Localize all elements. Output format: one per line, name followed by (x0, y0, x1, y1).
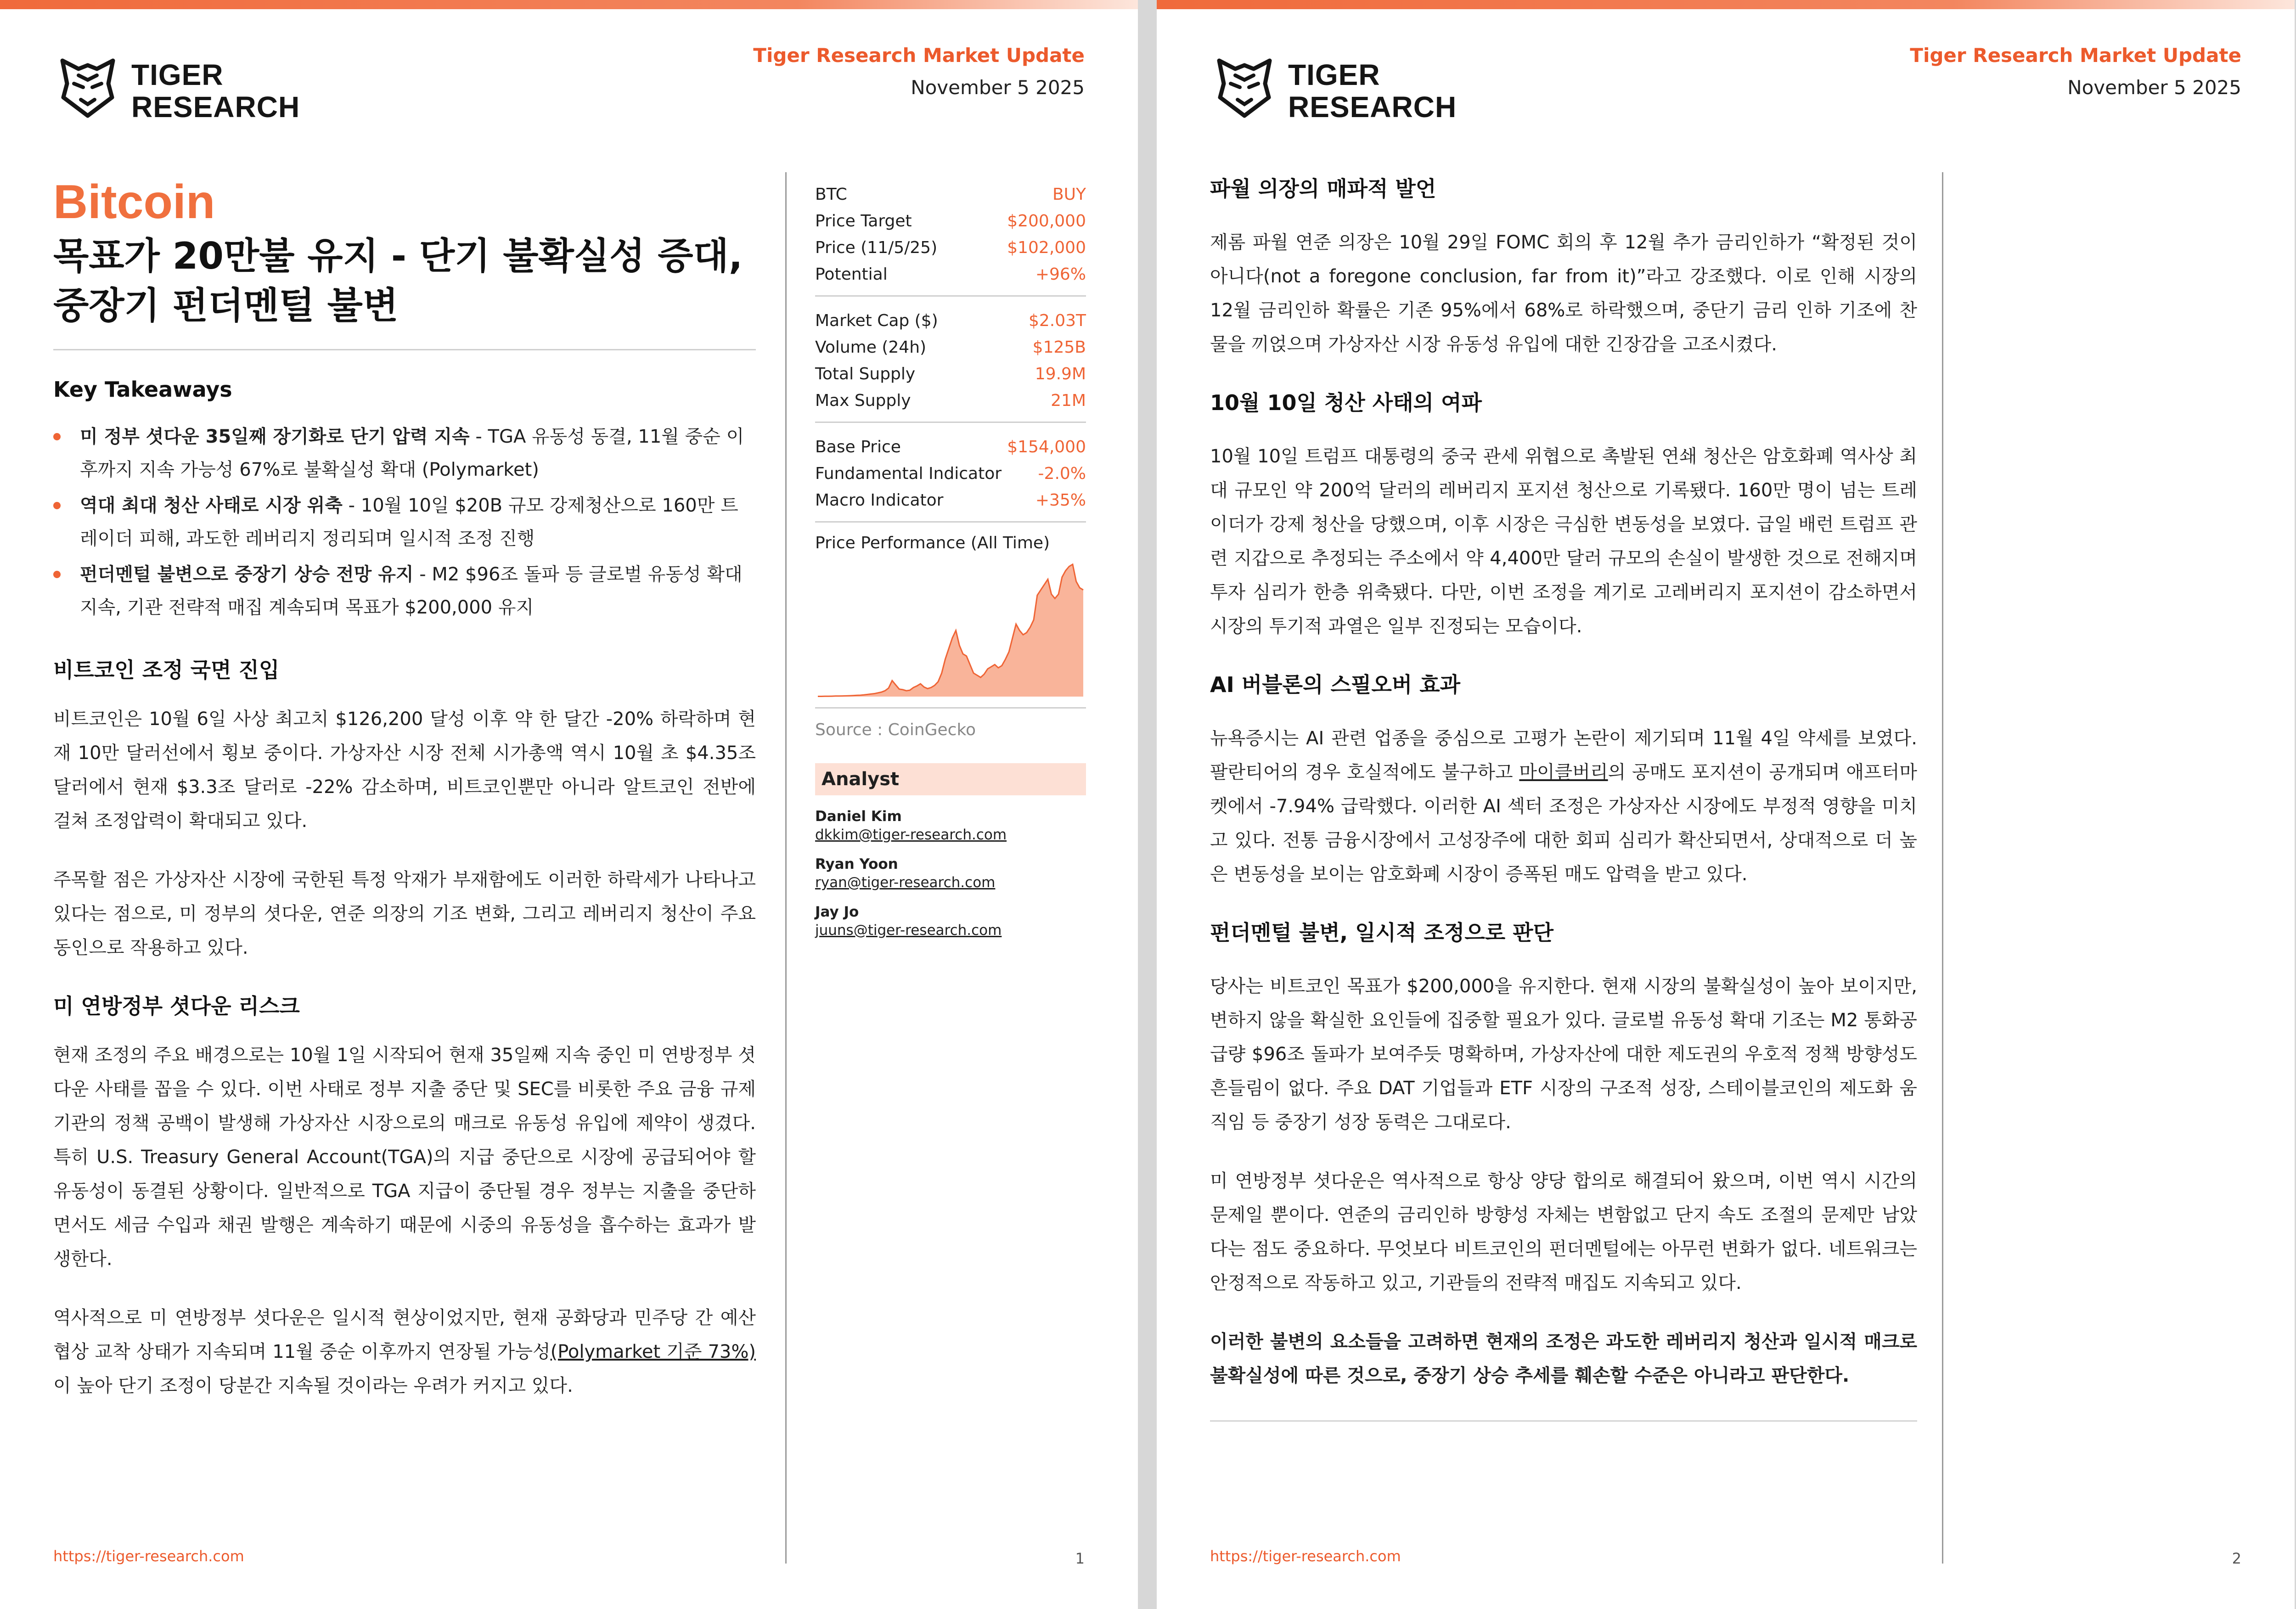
analyst-name: Jay Jo (815, 904, 859, 920)
sidebar-row (815, 361, 1086, 388)
paragraph-text: 의 공매도 포지션이 공개되며 애프터마켓에서 -7.94% 급락했다. 이러한 AI 섹터 조정은 가상자산 시장에도 부정적 영향을 미치고 있다. 전통 금융시장에서 고성장주에 대한 회피 심리가 확산되면서, 상대적으로 더 높은 변동성을 보이는 암호화폐 시장이 증폭된 매도 압력을 받고 있다. (1210, 762, 1917, 885)
column-divider (785, 172, 787, 1564)
logo-text-line2: RESEARCH (1288, 90, 1457, 124)
paragraph: 미 연방정부 셧다운은 역사적으로 항상 양당 합의로 해결되어 왔으며, 이번 역시 시간의 문제일 뿐이다. 연준의 금리인하 방향성 자체는 변함없고 단지 속도 조절의 문제만 남았다는 점도 중요하다. 무엇보다 비트코인의 펀더멘털에는 아무런 변화가 없다. 네트워크는 안정적으로 작동하고 있고, 기관들의 전략적 매집도 지속되고 있다. (1210, 1170, 1917, 1294)
row-label: Market Cap ($) (815, 311, 938, 330)
main-column (53, 174, 756, 1428)
paragraph-text: 뉴욕증시는 AI 관련 업종을 중심으로 고평가 논란이 제기되며 11월 4일 약세를 보였다. 팔란티어의 경우 호실적에도 불구하고 (1210, 728, 1917, 783)
section-title: 펀더멘털 불변, 일시적 조정으로 판단 (1210, 920, 1554, 945)
price-performance-chart (815, 562, 1086, 699)
row-label: BTC (815, 185, 847, 204)
row-value: $2.03T (1028, 311, 1086, 330)
section-title: 파월 의장의 매파적 발언 (1210, 176, 1436, 201)
logo-text-line1: TIGER (131, 58, 224, 91)
footer-url[interactable]: https://tiger-research.com (53, 1547, 244, 1565)
takeaway-item (53, 489, 756, 555)
sidebar-row (815, 181, 1086, 208)
row-label: Volume (24h) (815, 338, 927, 357)
analyst-email[interactable]: ryan@tiger-research.com (815, 874, 996, 891)
divider (815, 521, 1086, 523)
row-label: Max Supply (815, 391, 911, 410)
chart-area (818, 564, 1083, 697)
report-series-title: Tiger Research Market Update (753, 44, 1085, 67)
report-date: November 5 2025 (2067, 76, 2241, 99)
row-value: +96% (1035, 265, 1086, 284)
main-column (1210, 172, 1917, 1422)
footer-url[interactable]: https://tiger-research.com (1210, 1547, 1401, 1565)
michael-burry-link[interactable]: 마이클버리 (1519, 762, 1608, 783)
row-value: $102,000 (1007, 238, 1086, 257)
sidebar-row (815, 334, 1086, 361)
row-value: $200,000 (1007, 212, 1086, 231)
analyst-header: Analyst (815, 763, 1086, 795)
polymarket-link[interactable]: (Polymarket 기준 73%) (550, 1341, 756, 1362)
sidebar-row (815, 261, 1086, 288)
row-label: Price Target (815, 212, 912, 231)
takeaway-bold: 펀더멘털 불변으로 중장기 상승 전망 유지 (80, 564, 414, 585)
analyst-email[interactable]: dkkim@tiger-research.com (815, 827, 1007, 843)
row-value: $125B (1032, 338, 1086, 357)
page-number: 2 (2232, 1550, 2241, 1567)
sidebar-row (815, 235, 1086, 261)
takeaway-text: - M2 $96조 돌파 등 글로벌 유동성 확대 지속, 기관 전략적 매집 계속되며 목표가 $200,000 유지 (80, 564, 743, 618)
row-value: BUY (1052, 185, 1086, 204)
tiger-head-icon (53, 51, 122, 120)
paragraph-text: 이 높아 단기 조정이 당분간 지속될 것이라는 우려가 커지고 있다. (53, 1375, 573, 1396)
analyst-email[interactable]: juuns@tiger-research.com (815, 922, 1002, 939)
key-takeaways-list (53, 420, 756, 624)
accent-top-bar (1157, 0, 2295, 9)
takeaway-bold: 역대 최대 청산 사태로 시장 위축 (80, 495, 343, 516)
row-value: -2.0% (1038, 464, 1086, 483)
divider (53, 349, 756, 350)
paragraph: 제롬 파월 연준 의장은 10월 29일 FOMC 회의 후 12월 추가 금리인하가 “확정된 것이 아니다(not a foregone conclusion, far from it)”라고 강조했다. 이로 인해 시장의 12월 금리인하 확률은 기존 95%에서 68%로 하락했으며, 중단기 금리 인하 기조에 찬물을 끼얹으며 가상자산 시장 유동성 유입에 대한 긴장감을 고조시켰다. (1210, 232, 1917, 355)
divider (815, 422, 1086, 423)
logo-text-line2: RESEARCH (131, 90, 300, 124)
row-label: Price (11/5/25) (815, 238, 938, 257)
report-page-2 (1157, 0, 2295, 1609)
paragraph (1210, 721, 1917, 891)
report-headline (53, 231, 756, 331)
report-page-1 (0, 0, 1138, 1609)
coin-name: Bitcoin (53, 175, 215, 229)
divider (815, 707, 1086, 709)
report-date: November 5 2025 (911, 76, 1085, 99)
divider (815, 295, 1086, 297)
sidebar (815, 181, 1086, 939)
takeaway-item (53, 420, 756, 486)
row-value: $154,000 (1007, 438, 1086, 456)
section-title: 10월 10일 청산 사태의 여파 (1210, 390, 1482, 415)
row-value: 19.9M (1035, 365, 1086, 383)
analyst-name: Daniel Kim (815, 808, 902, 825)
accent-top-bar (0, 0, 1138, 9)
sidebar-row (815, 208, 1086, 235)
tiger-research-logo (53, 51, 310, 124)
conclusion-paragraph: 이러한 불변의 요소들을 고려하면 현재의 조정은 과도한 레버리지 청산과 일시적 매크로 불확실성에 따른 것으로, 중장기 상승 추세를 훼손할 수준은 아니라고 판단한다. (1210, 1331, 1918, 1386)
section-title-shutdown: 미 연방정부 셧다운 리스크 (53, 994, 300, 1018)
analyst-name: Ryan Yoon (815, 856, 898, 872)
row-label: Total Supply (815, 365, 916, 383)
sidebar-row (815, 434, 1086, 461)
paragraph: 주목할 점은 가상자산 시장에 국한된 특정 악재가 부재함에도 이러한 하락세가 나타나고 있다는 점으로, 미 정부의 셧다운, 연준 의장의 기조 변화, 그리고 레버리지 청산이 주요 동인으로 작용하고 있다. (53, 869, 756, 958)
row-label: Potential (815, 265, 888, 284)
row-value: 21M (1051, 391, 1086, 410)
paragraph: 당사는 비트코인 목표가 $200,000을 유지한다. 현재 시장의 불확실성이 높아 보이지만, 변하지 않을 확실한 요인들에 집중할 필요가 있다. 글로벌 유동성 확대 기조는 M2 통화공급량 $96조 돌파가 보여주듯 명확하며, 가상자산에 대한 제도권의 우호적 정책 방향성도 흔들림이 없다. 주요 DAT 기업들과 ETF 시장의 구조적 성장, 스테이블코인의 제도화 움직임 등 중장기 성장 동력은 그대로다. (1210, 976, 1917, 1133)
chart-title: Price Performance (All Time) (815, 534, 1050, 552)
sidebar-row (815, 388, 1086, 414)
section-title-correction: 비트코인 조정 국면 진입 (53, 658, 280, 682)
headline-line-1: 목표가 20만불 유지 - 단기 불확실성 증대, (53, 235, 743, 277)
takeaway-bold: 미 정부 셧다운 35일째 장기화로 단기 압력 지속 (80, 426, 470, 447)
logo-text-line1: TIGER (1288, 58, 1380, 91)
chart-source: Source : CoinGecko (815, 720, 976, 739)
takeaway-text: - TGA 유동성 동결, 11월 중순 이후까지 지속 가능성 67%로 불확실성 확대 (Polymarket) (80, 426, 744, 480)
sidebar-row (815, 461, 1086, 487)
row-label: Base Price (815, 438, 901, 456)
takeaway-item (53, 558, 756, 624)
paragraph: 비트코인은 10월 6일 사상 최고치 $126,200 달성 이후 약 한 달간 -20% 하락하며 현재 10만 달러선에서 횡보 중이다. 가상자산 시장 전체 시가총액 역시 10월 초 $4.35조 달러에서 현재 $3.3조 달러로 -22% 감소하며, 비트코인뿐만 아니라 알트코인 전반에 걸쳐 조정압력이 확대되고 있다. (53, 709, 756, 832)
paragraph: 현재 조정의 주요 배경으로는 10월 1일 시작되어 현재 35일째 지속 중인 미 연방정부 셧다운 사태를 꼽을 수 있다. 이번 사태로 정부 지출 중단 및 SEC를 비롯한 주요 금융 규제기관의 정책 공백이 발생해 가상자산 시장으로의 매크로 유동성 유입에 제약이 생겼다. 특히 U.S. Treasury General Account(TGA)의 지급 중단으로 시장에 공급되어야 할 유동성이 동결된 상황이다. 일반적으로 TGA 지급이 중단될 경우 정부는 지출을 중단하면서도 세금 수입과 채권 발행은 계속하기 때문에 시중의 유동성을 흡수하는 효과가 발생한다. (53, 1045, 756, 1270)
takeaway-text: - 10월 10일 $20B 규모 강제청산으로 160만 트레이더 피해, 과도한 레버리지 정리되며 일시적 조정 진행 (80, 495, 738, 549)
paragraph: 10월 10일 트럼프 대통령의 중국 관세 위협으로 촉발된 연쇄 청산은 암호화폐 역사상 최대 규모인 약 200억 달러의 레버리지 포지션 청산으로 기록됐다. 160만 명이 넘는 트레이더가 강제 청산을 당했으며, 이후 시장은 극심한 변동성을 보였다. 급일 배런 트럼프 관련 지갑으로 추정되는 주소에서 약 4,400만 달러 규모의 손실이 발생한 것으로 전해지며 투자 심리가 한층 위축됐다. 다만, 이번 조정을 계기로 고레버리지 포지션이 감소하면서 시장의 투기적 과열은 일부 진정되는 모습이다. (1210, 446, 1917, 637)
report-series-title: Tiger Research Market Update (1910, 44, 2241, 67)
paragraph (53, 1301, 756, 1403)
divider (1210, 1420, 1917, 1422)
key-takeaways-title: Key Takeaways (53, 377, 232, 402)
row-value: +35% (1035, 491, 1086, 510)
row-label: Macro Indicator (815, 491, 944, 510)
paragraph-text: 역사적으로 미 연방정부 셧다운은 일시적 현상이었지만, 현재 공화당과 민주당 간 예산 협상 교착 상태가 지속되며 11월 중순 이후까지 연장될 가능성 (53, 1307, 756, 1362)
headline-line-2: 중장기 펀더멘털 불변 (53, 284, 399, 327)
tiger-head-icon (1210, 51, 1279, 120)
row-label: Fundamental Indicator (815, 464, 1002, 483)
page-number: 1 (1075, 1550, 1085, 1567)
sidebar-row (815, 487, 1086, 514)
section-title: AI 버블론의 스필오버 효과 (1210, 672, 1461, 697)
column-divider (1942, 172, 1943, 1564)
sidebar-row (815, 308, 1086, 334)
tiger-research-logo (1210, 51, 1467, 124)
